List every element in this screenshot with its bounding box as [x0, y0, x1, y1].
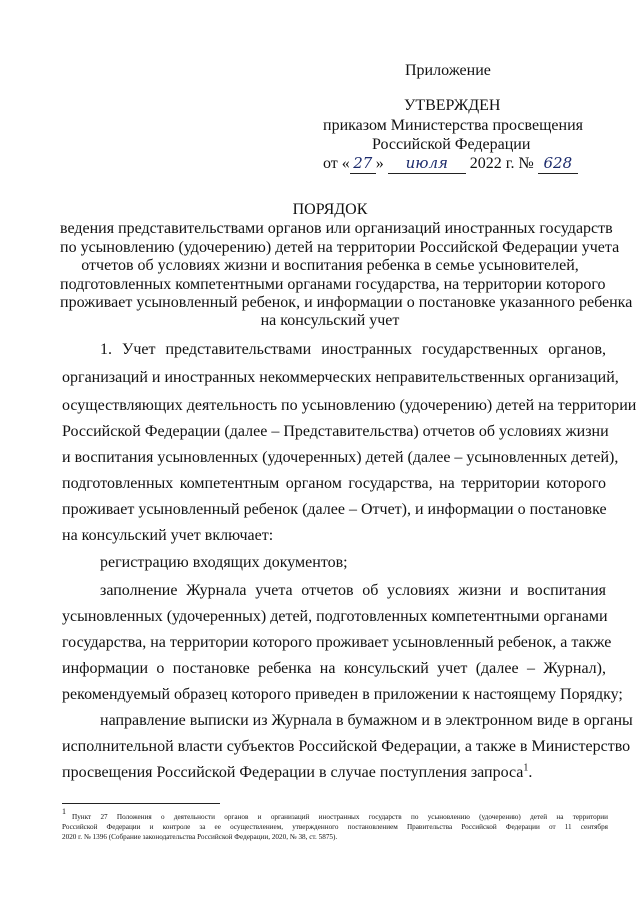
date-prefix: от « [323, 155, 350, 172]
title-line: ведения представительствами органов или организаций иностранных государств [60, 220, 613, 237]
date-day-handwritten: 27 [350, 153, 376, 174]
footnote-separator [62, 803, 220, 804]
paragraph-line: направление выписки из Журнала в бумажном и в электронном виде в органы [100, 712, 633, 729]
paragraph-line: 1. Учет представительствами иностранных государственных органов, [100, 341, 606, 358]
date-year: 2022 г. № [469, 155, 534, 172]
title-line: на консульский учет [260, 312, 400, 329]
approved-label: УТВЕРЖДЕН [404, 97, 501, 114]
paragraph-line: усыновленных (удочеренных) детей, подготовленных компетентными органами [62, 608, 608, 625]
title-line: подготовленных компетентными органами государства, на территории которого [60, 276, 606, 293]
footnote-mark: 1 [62, 807, 66, 816]
paragraph-line [62, 763, 606, 783]
title-line: по усыновлению (удочерению) детей на территории Российской Федерации учета [60, 239, 620, 256]
order-number-handwritten: 628 [538, 153, 578, 174]
paragraph-line: исполнительной власти субъектов Российской Федерации, а также в Министерство [62, 738, 631, 755]
document-title: ПОРЯДОК [292, 201, 368, 218]
paragraph-line: информации о постановке ребенка на консульский учет (далее – Журнал), [62, 660, 606, 677]
footnote-line: Пункт 27 Положения о деятельности органов и организаций иностранных государств по усыновлению (удочерению) детей на территории [72, 813, 608, 821]
date-month-handwritten: июля [388, 153, 466, 174]
footnote-reference: 1 [523, 762, 529, 774]
paragraph-line: организаций и иностранных некоммерческих неправительственных организаций, [62, 369, 619, 386]
paragraph-line: регистрацию входящих документов; [100, 554, 348, 571]
paragraph-line: заполнение Журнала учета отчетов об условиях жизни и воспитания [100, 582, 606, 599]
paragraph-end: . [528, 764, 533, 781]
paragraph-line: государства, на территории которого проживает усыновленный ребенок, а также [62, 634, 612, 651]
footnote-line: Российской Федерации и контроле за ее осуществлением, утвержденного постановлением Правительства Российской Федерации от 11 сентября [62, 823, 608, 831]
title-line: проживает усыновленный ребенок, и информации о постановке указанного ребенка [60, 294, 633, 311]
order-date-line [323, 153, 578, 174]
paragraph-line: осуществляющих деятельность по усыновлению (удочерению) детей на территории [62, 397, 637, 414]
paragraph-line: рекомендуемый образец которого приведен в приложении к настоящему Порядку; [62, 686, 623, 703]
footnote-line: 2020 г. № 1396 (Собрание законодательства Российской Федерации, 2020, № 38, ст. 5875). [62, 833, 338, 841]
order-line-1: приказом Министерства просвещения [323, 117, 583, 134]
paragraph-text: просвещения Российской Федерации в случае поступления запроса [62, 764, 524, 781]
title-line: отчетов об условиях жизни и воспитания ребенка в семье усыновителей, [81, 257, 579, 274]
appendix-label: Приложение [405, 62, 491, 79]
date-mid: » [375, 155, 384, 172]
order-line-2: Российской Федерации [372, 136, 531, 153]
paragraph-line: подготовленных компетентным органом государства, на территории которого [62, 475, 606, 492]
paragraph-line: проживает усыновленный ребенок (далее – Отчет), и информации о постановке [62, 501, 607, 518]
paragraph-line: и воспитания усыновленных (удочеренных) детей (далее – усыновленных детей), [62, 449, 619, 466]
paragraph-line: на консульский учет включает: [62, 527, 274, 544]
paragraph-line: Российской Федерации (далее – Представительства) отчетов об условиях жизни [62, 423, 609, 440]
